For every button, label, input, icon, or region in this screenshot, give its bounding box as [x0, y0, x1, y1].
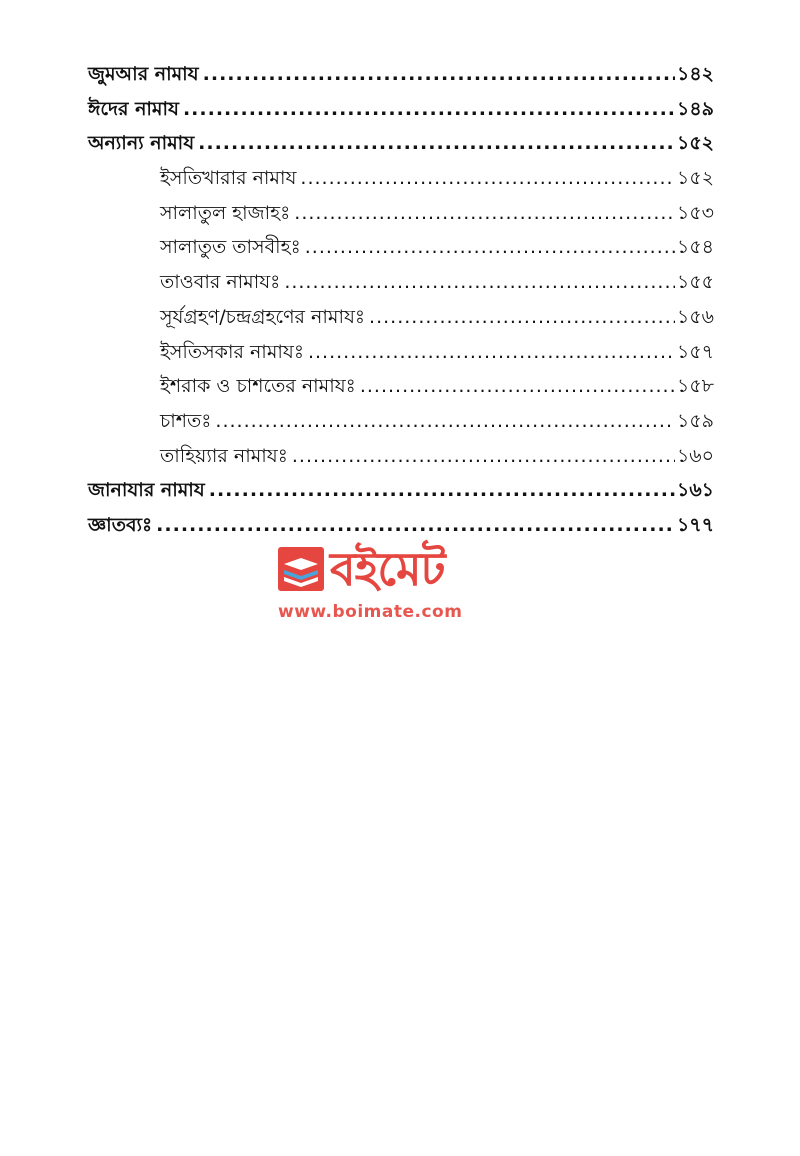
- toc-entry: [88, 129, 714, 164]
- toc-entry-title: সূর্যগ্রহণ/চন্দ্রগ্রহণের নামাযঃ: [160, 305, 366, 328]
- watermark-logo: [276, 538, 526, 630]
- toc-entry-title: ইশরাক ও চাশতের নামাযঃ: [160, 375, 356, 398]
- toc-entry-page: ১৫৬: [676, 305, 714, 328]
- toc-dot-leader: [305, 238, 675, 257]
- toc-entry: [88, 476, 714, 511]
- toc-entry-title: জানাযার নামায: [88, 479, 205, 502]
- toc-entry-title: চাশতঃ: [160, 409, 212, 432]
- toc-entry-page: ১৪২: [676, 63, 714, 85]
- toc-dot-leader: [209, 481, 675, 500]
- toc-entry-page: ১৪৯: [677, 97, 714, 120]
- toc-entry-page: ১৫৯: [677, 409, 714, 432]
- toc-entry-page: ১৫৩: [676, 201, 714, 224]
- toc-dot-leader: [203, 65, 675, 84]
- toc-entry: [88, 60, 714, 95]
- toc-subentry: [88, 303, 714, 338]
- toc-subentry: [88, 442, 714, 477]
- toc-entry-page: ১৫৭: [676, 340, 714, 363]
- book-stack-icon: [276, 544, 326, 594]
- toc-entry-page: ১৭৭: [676, 513, 714, 536]
- watermark-url: www.boimate.com: [278, 602, 463, 622]
- toc-entry-page: ১৬০: [676, 444, 714, 467]
- toc-subentry: [88, 268, 714, 303]
- toc-entry-title: অন্যান্য নামায: [88, 132, 195, 155]
- toc-dot-leader: [183, 100, 675, 119]
- toc-entry-title: ইসতিখারার নামায: [160, 167, 297, 190]
- toc-dot-leader: [284, 273, 675, 292]
- toc-dot-leader: [198, 134, 675, 153]
- toc-subentry: [88, 372, 714, 407]
- toc-dot-leader: [308, 343, 675, 362]
- toc-entry-title: তাওবার নামাযঃ: [160, 271, 281, 294]
- toc-entry-title: জ্ঞাতব্যঃ: [88, 513, 153, 536]
- toc-dot-leader: [294, 204, 675, 223]
- toc-subentry: [88, 407, 714, 442]
- toc-dot-leader: [215, 412, 675, 431]
- toc-entry-page: ১৬১: [676, 479, 714, 502]
- toc-entry: [88, 95, 714, 130]
- toc-entry-title: ইসতিসকার নামাযঃ: [160, 340, 304, 363]
- toc-entry-page: ১৫৪: [677, 236, 714, 259]
- toc-entry-page: ১৫৮: [677, 375, 714, 398]
- toc-entry-page: ১৫৫: [677, 271, 714, 294]
- table-of-contents: [88, 60, 714, 546]
- toc-dot-leader: [369, 308, 675, 327]
- watermark-brand: বইমেট: [330, 542, 445, 596]
- toc-entry-title: জুমআর নামায: [88, 63, 199, 85]
- toc-dot-leader: [292, 447, 675, 466]
- toc-entry-title: সালাতুল হাজাহঃ: [160, 201, 291, 224]
- watermark-logo-row: [276, 538, 526, 600]
- toc-dot-leader: [360, 377, 675, 396]
- toc-entry-title: ঈদের নামায: [88, 97, 179, 120]
- toc-subentry: [88, 338, 714, 373]
- toc-subentry: [88, 164, 714, 199]
- toc-dot-leader: [300, 169, 675, 188]
- toc-dot-leader: [156, 516, 675, 535]
- toc-entry-title: সালাতুত তাসবীহঃ: [160, 236, 301, 259]
- toc-entry-page: ১৫২: [676, 167, 714, 190]
- toc-subentry: [88, 199, 714, 234]
- toc-entry-title: তাহিয়্যার নামাযঃ: [160, 444, 288, 467]
- toc-entry-page: ১৫২: [676, 132, 714, 155]
- toc-subentry: [88, 233, 714, 268]
